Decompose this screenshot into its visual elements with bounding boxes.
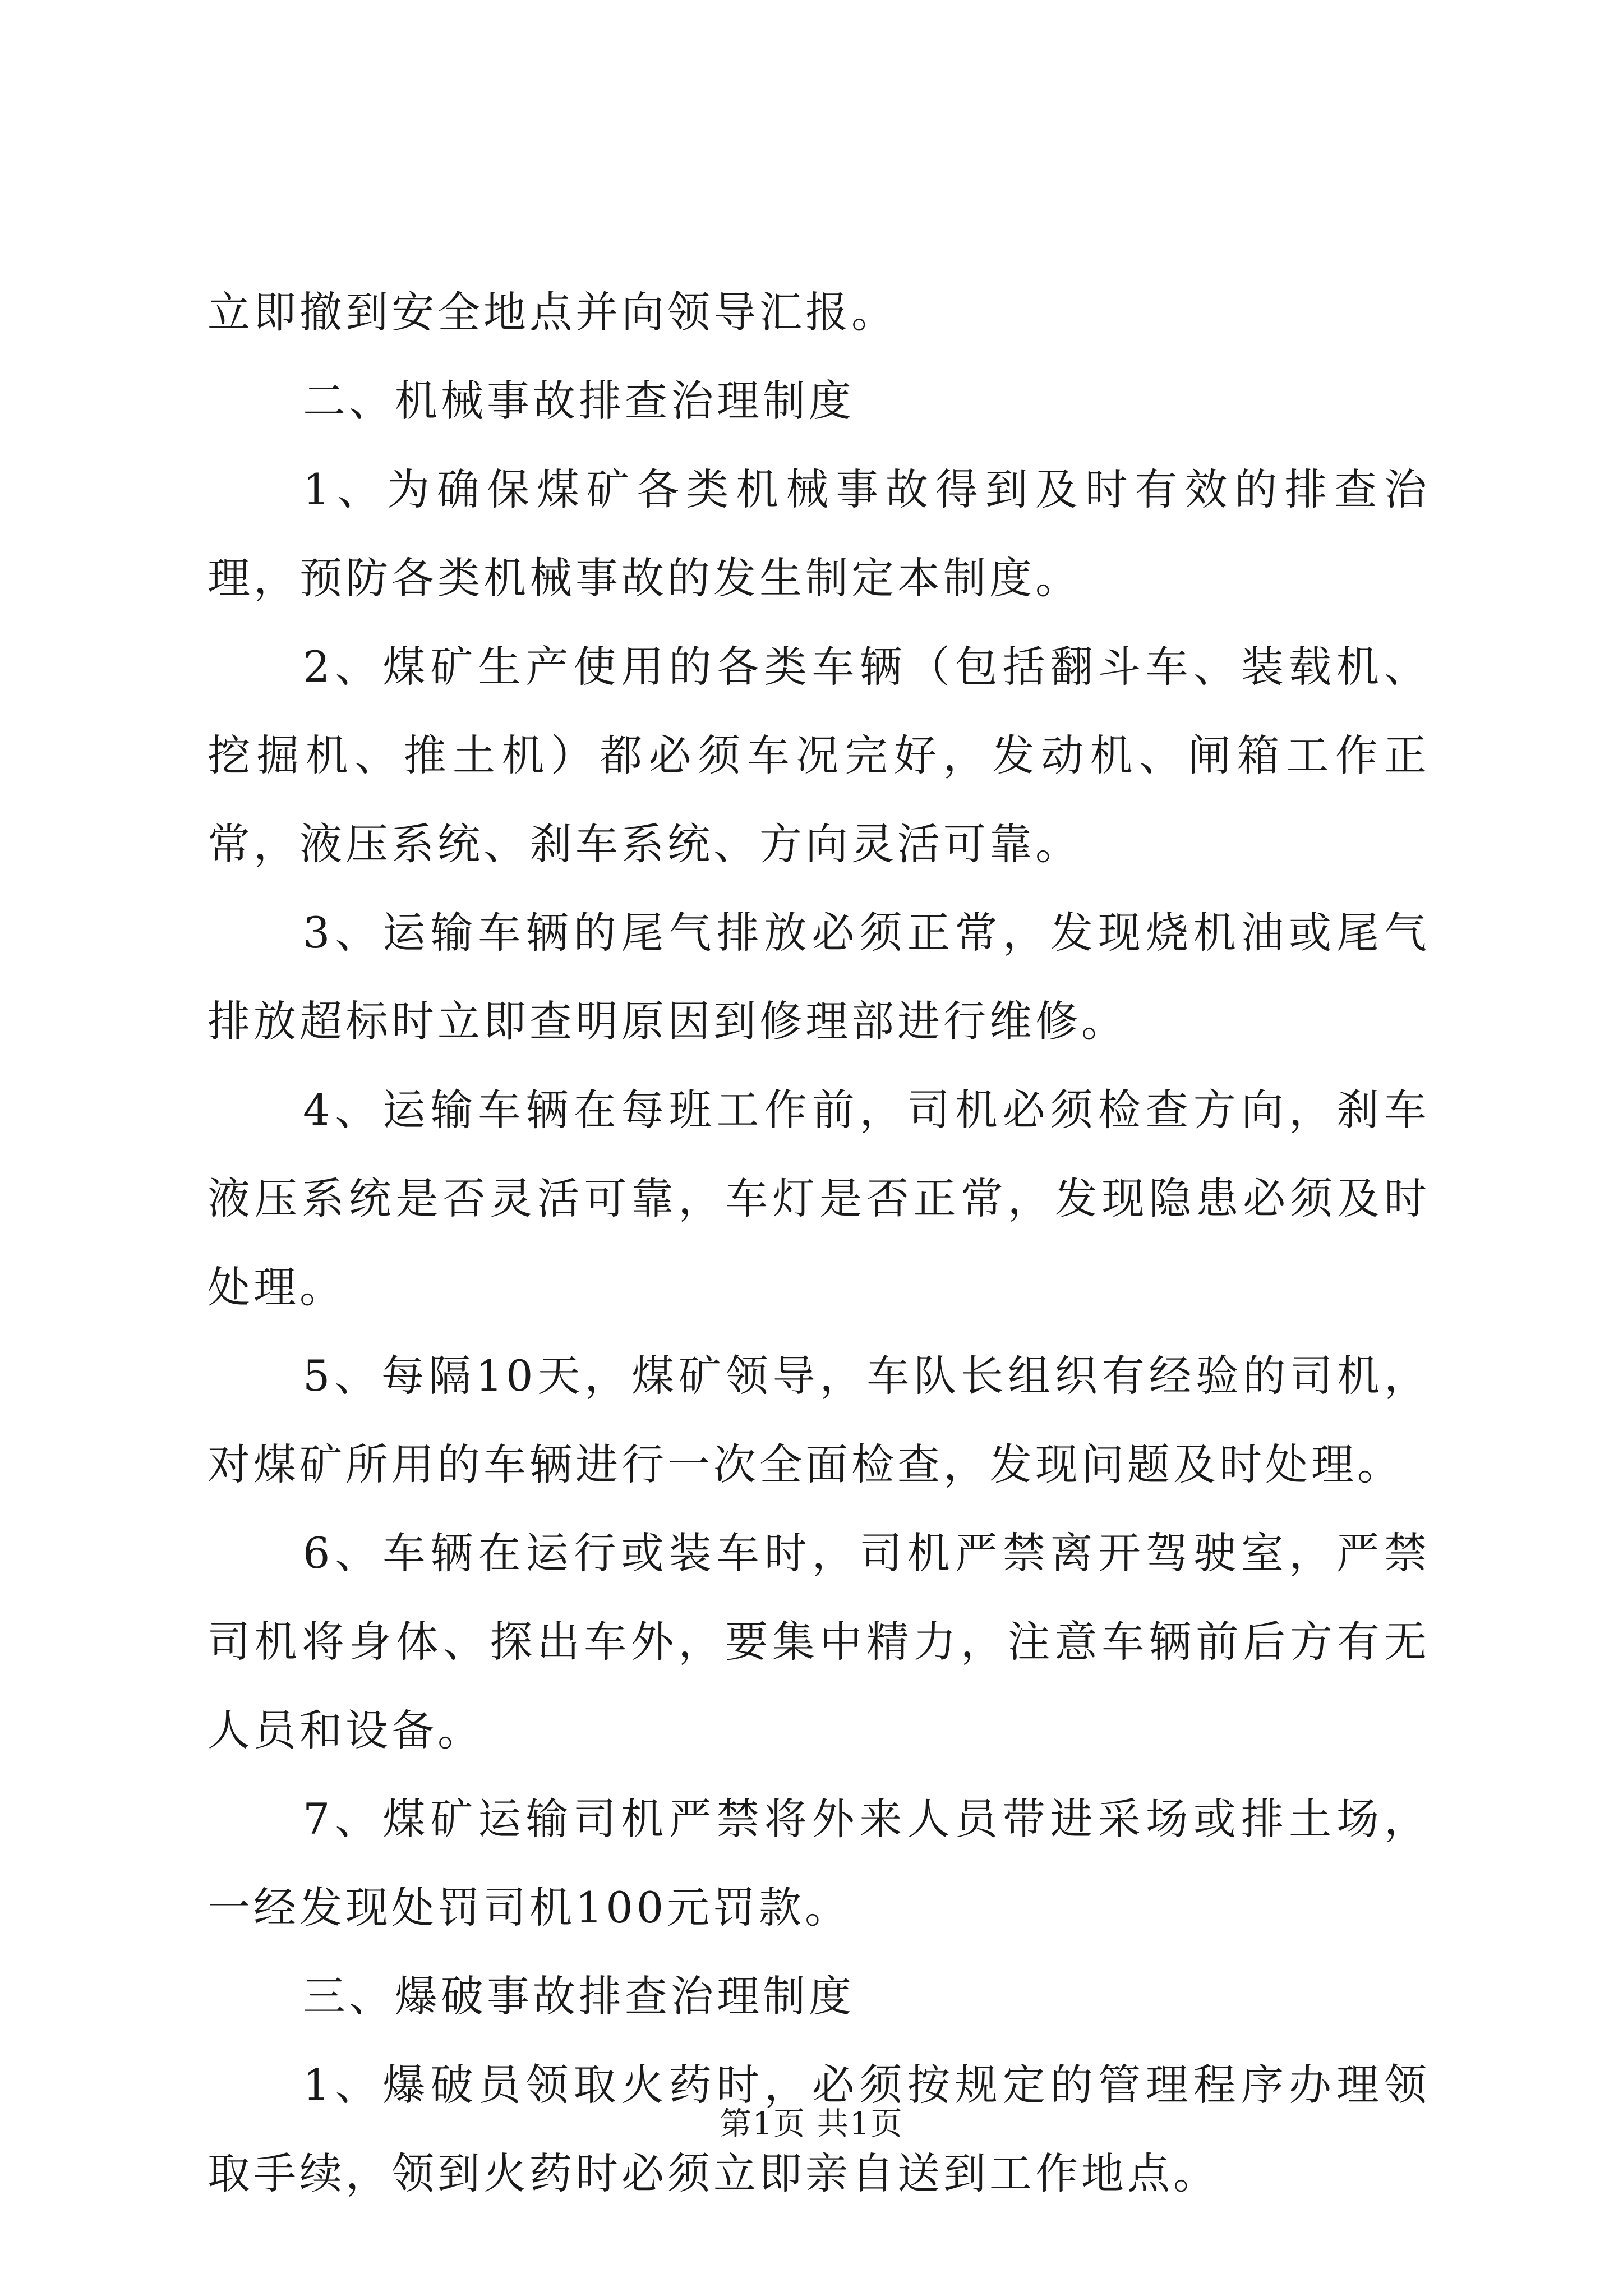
section-heading-blasting: 三、爆破事故排查治理制度 [303, 1971, 855, 2021]
paragraph-item-4: 4、运输车辆在每班工作前，司机必须检查方向，刹车液压系统是否灵活可靠，车灯是否正常，发现隐患必须及时处理。 [208, 1085, 1430, 1312]
paragraph-item-5: 5、每隔10天，煤矿领导，车队长组织有经验的司机，对煤矿所用的车辆进行一次全面检查，发现问题及时处理。 [208, 1351, 1430, 1489]
paragraph-blasting-item-1: 1、爆破员领取火药时，必须按规定的管理程序办理领取手续，领到火药时必须立即亲自送到工作地点。 [208, 2060, 1430, 2198]
paragraph-item-7: 7、煤矿运输司机严禁将外来人员带进采场或排土场，一经发现处罚司机100元罚款。 [208, 1794, 1430, 1932]
paragraph-item-2: 2、煤矿生产使用的各类车辆（包括翻斗车、装载机、挖掘机、推土机）都必须车况完好，发动机、闸箱工作正常，液压系统、刹车系统、方向灵活可靠。 [208, 642, 1430, 869]
section-heading-mechanical: 二、机械事故排查治理制度 [303, 376, 855, 426]
document-body [208, 268, 1430, 2218]
paragraph-item-1: 1、为确保煤矿各类机械事故得到及时有效的排查治理，预防各类机械事故的发生制定本制度。 [208, 464, 1430, 603]
paragraph-item-6: 6、车辆在运行或装车时，司机严禁离开驾驶室，严禁司机将身体、探出车外，要集中精力，注意车辆前后方有无人员和设备。 [208, 1528, 1430, 1755]
page-footer: 第1页 共1页 [720, 2106, 903, 2142]
paragraph-continuation: 立即撤到安全地点并向领导汇报。 [208, 287, 897, 337]
paragraph-item-3: 3、运输车辆的尾气排放必须正常，发现烧机油或尾气排放超标时立即查明原因到修理部进行维修。 [208, 908, 1430, 1046]
